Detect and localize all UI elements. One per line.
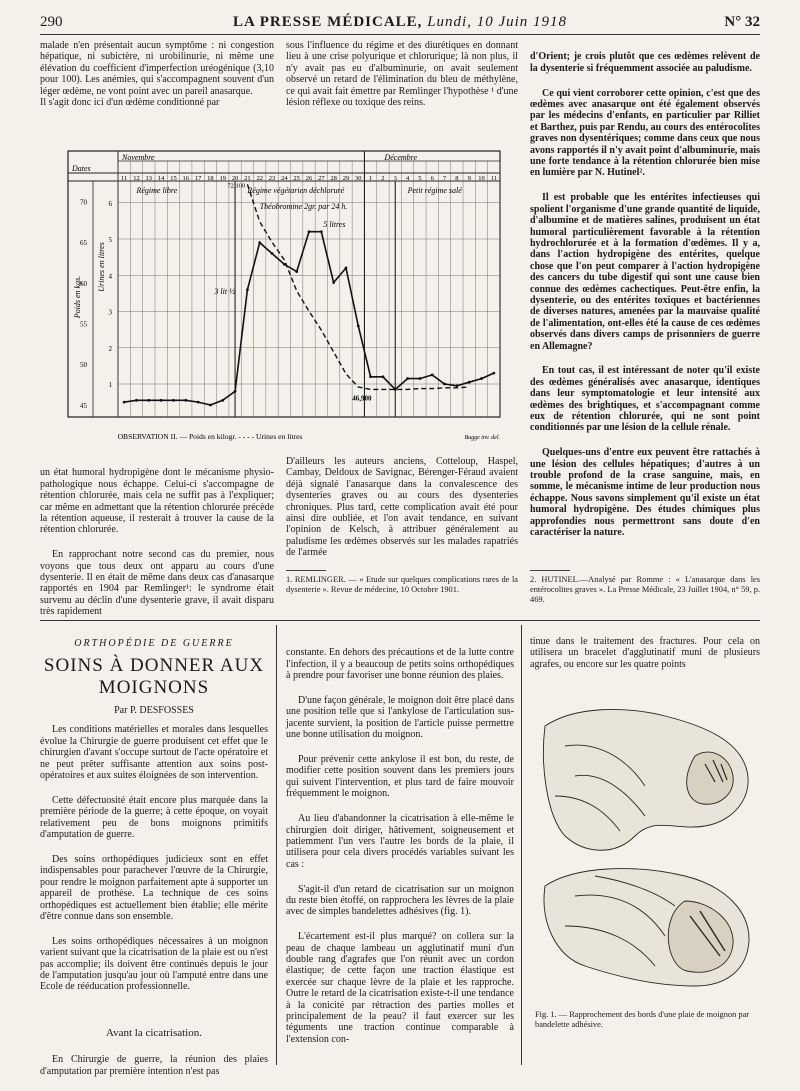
footnote-1	[286, 570, 518, 595]
weight-tick-label: 70	[80, 198, 87, 207]
x-tick-label: 20	[231, 175, 239, 182]
column-rule	[521, 625, 522, 1065]
x-tick-label: 5	[418, 175, 422, 182]
top-col1b-text	[40, 456, 274, 631]
section-divider	[40, 620, 760, 621]
paragraph: Il est probable que les entérites infectieuses qui spolient l'organisme d'une grande quantité de liquide, d'albumine et de matières salines, produisent un état humoral particulièrement favorable à la rétention hydrochlorurée et à la formation d'œdèmes. Il y a, dans l'action hydropigène des entérites, quelque chose que l'on peut comparer à l'action hydropigène des cancers du tube digestif qui sont une cause bien connue des œdèmes cachectiques. Peut-être enfin, la dysenterie, ou des entérites toxiques et bactériennes de diverses natures, amenées par la mauvaise qualité de l'alimentation, ont-elles été la cause de ces œdèmes observés dans divers camps de prisonniers de guerre en Allemagne?	[530, 192, 760, 352]
y-axis-label-weight: Poids en kgs.	[73, 275, 82, 319]
issue-date: Lundi, 10 Juin 1918	[422, 14, 568, 30]
urine-point	[246, 288, 249, 291]
urine-point	[443, 383, 446, 386]
weight-series-line	[247, 184, 469, 389]
chart-caption: OBSERVATION II. — Poids en kilogr. - - - - Urines en litres	[117, 432, 303, 441]
figure-caption: Fig. 1. — Rapprochement des bords d'une plaie de moignon par bandelette adhésive.	[535, 1010, 750, 1029]
issue-number: N° 32	[724, 14, 760, 30]
x-tick-label: 28	[330, 175, 337, 182]
urine-tick-label: 1	[108, 381, 112, 389]
urine-point	[431, 374, 434, 377]
weight-start-label: 72,100	[227, 182, 246, 190]
x-tick-label: 30	[355, 175, 362, 182]
x-tick-label: 13	[145, 175, 153, 182]
x-tick-label: 17	[194, 175, 202, 182]
paragraph: Ce qui vient corroborer cette opinion, c'est que des œdèmes avec anasarque ont été également observés par les médecins d'enfants, en particulier par Rilliet et Barthez, puis par Rendu, au cours des entérocolites graves non dysentériques; comme dans ceux que nous avons rapportés il n'y avait point d'albuminurie, mais une forte tendance à la rétention chlorurée bien mise en lumière par N. Hutinel².	[530, 87, 760, 179]
article-col1c-text	[40, 1043, 268, 1091]
paragraph: En Chirurgie de guerre, la réunion des plaies d'amputation par première intention n'est pas	[40, 1054, 268, 1077]
urine-point	[295, 270, 298, 273]
footnote-2-text: 2. HUTINEL.—Analysé par Romme : « L'anasarque dans les entérocolites graves ». La Presse Médicale, 23 Juillet 1904, n° 59, p. 469.	[530, 575, 760, 604]
x-tick-label: 26	[305, 175, 313, 182]
article-col1-text	[40, 713, 268, 1006]
paragraph: En tout cas, il est intéressant de noter qu'il existe des œdèmes généralisés avec anasarque, identiques dans leur symptomatologie et leur intensité aux œdèmes des brightiques, et s'accompagnant comme eux de rétention chlorurée, qui ne sont point conditionnés par une lésion de la cellule rénale.	[530, 365, 760, 434]
month-label: Novembre	[122, 153, 155, 162]
x-tick-label: 6	[430, 175, 434, 182]
urine-tick-label: 5	[108, 236, 112, 244]
footnote-2	[530, 570, 760, 605]
urine-point	[209, 404, 212, 407]
paragraph: Cette défectuosité était encore plus marquée dans la première période de la guerre; à cette époque, on voyait relativement peu de bons moignons primitifs d'amputation de guerre.	[40, 794, 268, 841]
x-tick-label: 4	[405, 175, 410, 182]
journal-name: LA PRESSE MÉDICALE,	[232, 14, 423, 30]
urine-tick-label: 2	[108, 344, 112, 353]
paragraph: Au lieu d'abandonner la cicatrisation à elle-même le chirurgien doit diriger, hâtivement, soigneusement et patiemment l'un vers l'autre les bords de la plaie, il utilisera pour cela divers procédés variables suivant les cas :	[286, 813, 514, 870]
x-tick-label: 19	[219, 175, 226, 182]
x-tick-label: 12	[133, 175, 140, 182]
x-tick-label: 14	[157, 175, 165, 182]
paragraph: Des soins orthopédiques judicieux sont en effet indispensables pour parachever l'œuvre de la Chirurgie, pour rendre le moignon parfaitement apte à supporter un appareil de prothèse. La technique de ces soins orthopédiques est actuellement bien établie; elle mérite d'être connue dans son ensemble.	[40, 853, 268, 922]
top-col3-text	[530, 40, 760, 552]
x-tick-label: 27	[318, 175, 325, 182]
urine-tick-label: 4	[108, 272, 112, 281]
urine-point	[320, 230, 323, 233]
urine-point	[357, 325, 360, 328]
theobromine-annotation: Théobromine 2gr. par 24 h.	[259, 202, 348, 211]
urine-point	[135, 399, 138, 402]
x-tick-label: 1	[368, 175, 373, 182]
paragraph: En rapprochant notre second cas du premier, nous voyons que tous deux ont apparu au cours d'une dysenterie. Il en était de même dans deux cas d'anasarque rapportés en 1904 par Remlinger¹: le syndrome était survenu au déclin d'une dysenterie grave, il avait disparu très rapidement	[40, 549, 274, 618]
x-tick-label: 22	[256, 175, 263, 182]
paragraph: S'agit-il d'un retard de cicatrisation sur un moignon du reste bien étoffé, on rapprochera les lèvres de la plaie avec de simples bandelettes adhésives (fig. 1).	[286, 883, 514, 918]
paragraph: constante. En dehors des précautions et de la lutte contre l'infection, il y a beaucoup de petits soins orthopédiques à prendre pour favoriser une bonne réunion des plaies.	[286, 647, 514, 682]
weight-tick-label: 55	[80, 320, 87, 329]
urine-point	[172, 399, 175, 402]
urine-point	[480, 377, 483, 380]
x-tick-label: 23	[268, 175, 276, 182]
x-tick-label: 16	[182, 175, 190, 182]
footnote-1-text: 1. REMLINGER. — « Etude sur quelques complications rares de la dysenterie ». Revue de médecine, 10 Octobre 1901.	[286, 575, 518, 594]
weight-tick-label: 60	[80, 279, 87, 288]
urine-point	[271, 252, 274, 255]
x-tick-label: 25	[293, 175, 300, 182]
article-col2-text	[286, 636, 514, 1059]
top-col1-text: malade n'en présentait aucun symptôme : ni congestion hépatique, ni subictère, ni urobilinurie, ni même une élévation du coefficient d'imperfection uréogénique (3,10 pour 100). Les anémies, qui s'accompagnent souvent d'un léger œdème, ne vont point avec un pareil anasarque. Il s'agit donc ici d'un œdème conditionné par	[40, 40, 274, 109]
urine-point	[197, 401, 200, 404]
paragraph: un état humoral hydropigène dont le mécanisme physio-pathologique nous échappe. Celui-ci s'accompagne de rétention chlorurée, mais cela ne suffit pas à l'expliquer; car même en admettant que la rétention chlorurée précède la rétention aqueuse, il resterait à trouver la cause de la rétention chlorurée.	[40, 467, 274, 536]
x-tick-label: 9	[467, 175, 471, 182]
paragraph: Pour prévenir cette ankylose il est bon, du reste, de modifier cette position souvent dans les premiers jours qui suivent l'intervention, et plus tard de faire mouvoir fréquemment le moignon.	[286, 754, 514, 800]
x-tick-label: 21	[244, 175, 251, 182]
urine-point	[147, 399, 150, 402]
period-label: Régime végétarien déchloruré	[247, 186, 345, 195]
urine-point	[382, 375, 385, 378]
urine-point	[406, 377, 409, 380]
urine-point	[258, 241, 261, 244]
x-tick-label: 18	[207, 175, 214, 182]
x-tick-label: 29	[342, 175, 350, 182]
paragraph: Les conditions matérielles et morales dans lesquelles évolue la Chirurgie de guerre produisent cet effet que le chirurgien d'avant s'occupe surtout de l'acte opératoire et ne peut prêter suffisante attention aux soins post-opératoires et aux suites éloignées de son intervention.	[40, 724, 268, 782]
paragraph: d'Orient; je crois plutôt que ces œdèmes relèvent de la dysenterie si fréquemment associée au paludisme.	[530, 51, 760, 74]
paragraph: Les soins orthopédiques nécessaires à un moignon varient suivant que la cicatrisation de la plaie est ou n'est pas accomplie; ils doivent être continués depuis le jour de l'amputation jusqu'au jour où l'amputé entre dans une Ecole de rééducation professionnelle.	[40, 935, 268, 993]
weight-tick-label: 65	[80, 239, 87, 248]
weight-tick-label: 45	[80, 401, 87, 410]
column-rule	[276, 625, 277, 1065]
urine-point	[492, 372, 495, 375]
x-tick-label: 11	[490, 175, 497, 182]
urine-tick-label: 6	[108, 199, 112, 208]
paragraph: D'une façon générale, le moignon doit être placé dans une position telle que si l'ankylose de l'articulation sus-jacente survient, la position de l'article puisse permettre une bonne utilisation du moignon.	[286, 695, 514, 741]
urine-point	[345, 267, 348, 270]
section-category: ORTHOPÉDIE DE GUERRE	[74, 638, 234, 649]
x-tick-label: 11	[121, 175, 128, 182]
urine-tick-label: 3	[108, 308, 112, 317]
article-author: Par P. DESFOSSES	[114, 705, 194, 716]
page-number: 290	[40, 14, 63, 30]
running-header	[40, 12, 760, 35]
urine-point	[221, 399, 224, 402]
article-col3-text: tinue dans le traitement des fractures. Pour cela on utilisera un bracelet d'agglutinatif muni de plusieurs agrafes, ou encore sur les quatre points	[530, 636, 760, 670]
article-title: SOINS À DONNER AUX MOIGNONS	[43, 655, 265, 698]
x-axis-label: Dates	[72, 164, 91, 173]
urine-point	[455, 384, 458, 387]
subhead: Avant la cicatrisation.	[105, 1027, 202, 1039]
paragraph: L'écartement est-il plus marqué? on collera sur la peau de chaque lambeau un agglutinatif muni d'un double rang d'agrafes que l'on réunit avec un cordon élastique; de cette façon une traction élastique est exercée sur chaque lèvre de la plaie et les rapproche. Outre le retard de la cicatrisation existe-t-il une tendance à la conicité par rétraction des parties molles et principalement de la peau? il faut exercer sur les téguments une traction continue comparable à l'extension con-	[286, 931, 514, 1045]
paragraph: Quelques-uns d'entre eux peuvent être rattachés à une lésion des cellules hépatiques; d'autres à un trouble profond de la crase sanguine, mais, en somme, le mécanisme intime de leur production nous échappe. Nous savons simplement qu'il existe un état humoral hydropigène. Des études chimiques plus approfondies nous permettront sans doute d'en caractériser la nature.	[530, 447, 760, 539]
urine-rise-label: 3 lit ½	[214, 286, 236, 296]
weight-tick-label: 50	[80, 361, 87, 370]
weight-end-label: 46,900	[352, 394, 372, 403]
top-col2b-text: D'ailleurs les auteurs anciens, Cotteloup, Haspel, Cambay, Deldoux de Savignac, Bérenger-Féraud avaient déjà signalé l'anasarque dans la convalescence des dysenteries graves ou au cours des dysenteries chroniques. Plus tard, cette complication avait été pour ainsi dire oubliée, et l'on avait tendance, en suivant l'opinion de Kelsch, à attribuer généralement au paludisme les œdèmes observés sur les malades rapatriés de l'armée	[286, 456, 518, 559]
period-label: Régime libre	[136, 186, 178, 195]
x-tick-label: 8	[455, 175, 459, 182]
period-label: Petit régime salé	[407, 186, 462, 195]
month-label: Décembre	[384, 153, 418, 162]
urine-point	[234, 390, 237, 393]
top-col2-text: sous l'influence du régime et des diurétiques en donnant lieu à une crise polyurique et chlorurique; là non plus, il n'y avait pas eu d'albuminurie, on avait seulement observé un retard de l'élimination du bleu de méthylène, ce qui avait fait émettre par Remlinger l'hypothèse ¹ d'une lésion réflexe ou toxique des reins.	[286, 40, 518, 109]
urine-point	[160, 399, 163, 402]
stump-bandage-figure	[535, 686, 760, 1006]
journal-title	[40, 14, 760, 31]
urine-point	[184, 399, 187, 402]
urine-point	[308, 230, 311, 233]
x-tick-label: 15	[170, 175, 177, 182]
urine-point	[468, 381, 471, 384]
article-heading	[40, 638, 268, 716]
urine-point	[369, 375, 372, 378]
observation-chart	[40, 145, 524, 445]
urine-point	[332, 281, 335, 284]
x-tick-label: 7	[442, 175, 447, 182]
chart-signature: Bugge inv. del.	[464, 435, 500, 441]
y-axis-label-urine: Urines en litres	[97, 242, 106, 292]
urine-point	[419, 377, 422, 380]
x-tick-label: 3	[393, 175, 397, 182]
x-tick-label: 2	[381, 175, 385, 182]
x-tick-label: 24	[281, 175, 288, 182]
x-tick-label: 10	[478, 175, 485, 182]
urine-peak-label: 5 litres	[323, 219, 346, 229]
urine-point	[123, 401, 126, 404]
